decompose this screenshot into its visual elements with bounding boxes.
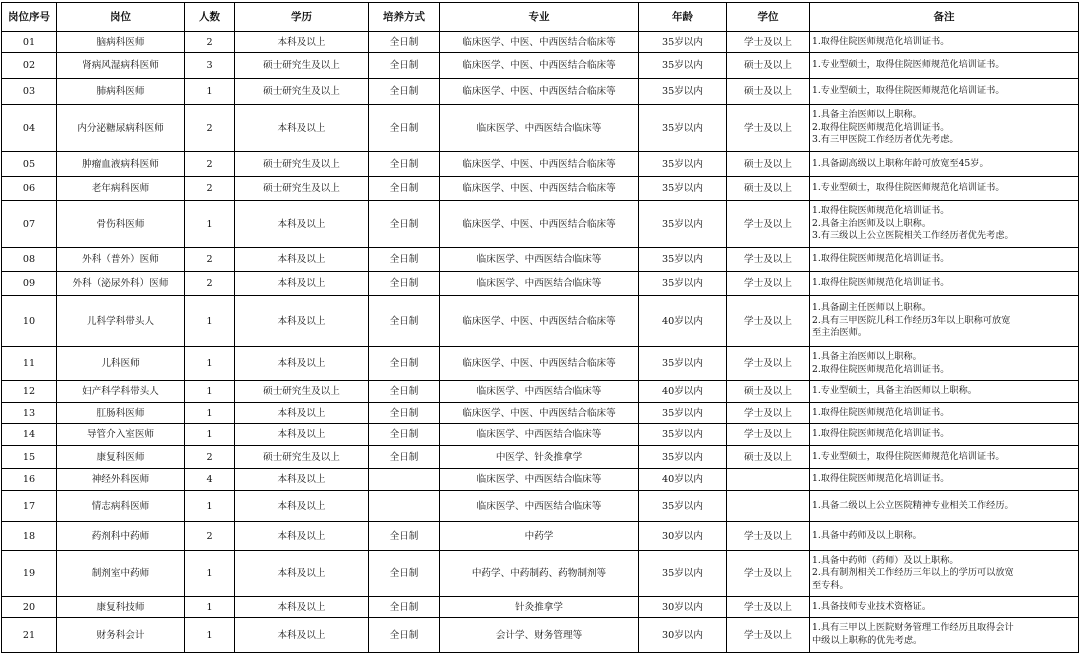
cell-study-mode: 全日制: [369, 597, 440, 618]
cell-count: 2: [185, 446, 235, 469]
cell-count: 2: [185, 32, 235, 53]
cell-education: 本科及以上: [235, 491, 369, 522]
cell-major: 临床医学、中西医结合临床等: [440, 105, 639, 152]
cell-major: 临床医学、中医、中西医结合临床等: [440, 53, 639, 79]
cell-degree: 学士及以上: [727, 347, 810, 381]
header-post-no: 岗位序号: [2, 3, 57, 32]
note-line: 1.取得住院医师规范化培训证书。: [812, 428, 950, 440]
note-line: 1.取得住院医师规范化培训证书。: [812, 253, 950, 265]
cell-age: 35岁以内: [639, 403, 727, 424]
cell-study-mode: 全日制: [369, 522, 440, 551]
note-line: 1.取得住院医师规范化培训证书。: [812, 205, 950, 217]
cell-study-mode: 全日制: [369, 248, 440, 272]
cell-age: 35岁以内: [639, 177, 727, 201]
cell-post-no: 20: [2, 597, 57, 618]
cell-notes: [810, 424, 1079, 446]
cell-study-mode: 全日制: [369, 152, 440, 177]
cell-age: 35岁以内: [639, 272, 727, 296]
table-row: [2, 347, 1079, 381]
note-line: 3.有三甲医院工作经历者优先考虑。: [812, 134, 959, 146]
cell-major: 临床医学、中西医结合临床等: [440, 491, 639, 522]
cell-major: 中药学: [440, 522, 639, 551]
header-post: 岗位: [57, 3, 185, 32]
note-line: 1.具备中药师（药师）及以上职称。: [812, 554, 959, 566]
cell-education: 硕士研究生及以上: [235, 152, 369, 177]
table-row: [2, 597, 1079, 618]
cell-degree: 硕士及以上: [727, 177, 810, 201]
cell-major: 临床医学、中医、中西医结合临床等: [440, 152, 639, 177]
cell-notes: [810, 491, 1079, 522]
note-line: 至专科。: [812, 579, 849, 591]
cell-post: 肿瘤血液病科医师: [57, 152, 185, 177]
cell-count: 1: [185, 403, 235, 424]
cell-major: 临床医学、中医、中西医结合临床等: [440, 201, 639, 248]
cell-post-no: 12: [2, 381, 57, 403]
cell-count: 1: [185, 201, 235, 248]
cell-post-no: 03: [2, 79, 57, 105]
cell-age: 30岁以内: [639, 618, 727, 653]
cell-post: 肺病科医师: [57, 79, 185, 105]
note-line: 1.专业型硕士，取得住院医师规范化培训证书。: [812, 85, 1005, 97]
cell-notes: [810, 105, 1079, 152]
cell-notes: [810, 53, 1079, 79]
cell-notes: [810, 347, 1079, 381]
cell-study-mode: 全日制: [369, 32, 440, 53]
note-line: 1.具备二级以上公立医院精神专业相关工作经历。: [812, 499, 1014, 511]
cell-post-no: 08: [2, 248, 57, 272]
cell-age: 40岁以内: [639, 381, 727, 403]
cell-post: 神经外科医师: [57, 469, 185, 491]
note-line: 1.具备技师专业技术资格证。: [812, 600, 932, 612]
cell-post-no: 06: [2, 177, 57, 201]
cell-notes: [810, 79, 1079, 105]
cell-study-mode: 全日制: [369, 53, 440, 79]
cell-degree: 学士及以上: [727, 296, 810, 347]
cell-degree: 学士及以上: [727, 248, 810, 272]
table-row: [2, 296, 1079, 347]
cell-major: 中药学、中药制药、药物制剂等: [440, 551, 639, 597]
cell-post-no: 05: [2, 152, 57, 177]
cell-post: 情志病科医师: [57, 491, 185, 522]
cell-major: 临床医学、中西医结合临床等: [440, 248, 639, 272]
cell-post-no: 07: [2, 201, 57, 248]
cell-post: 财务科会计: [57, 618, 185, 653]
note-line: 1.具备副主任医师以上职称。: [812, 302, 932, 314]
table-row: [2, 201, 1079, 248]
cell-post-no: 14: [2, 424, 57, 446]
header-row: [2, 3, 1079, 32]
header-major: 专业: [440, 3, 639, 32]
cell-major: 临床医学、中医、中西医结合临床等: [440, 403, 639, 424]
note-line: 1.具备中药师及以上职称。: [812, 529, 922, 541]
cell-count: 1: [185, 551, 235, 597]
note-line: 1.具备主治医师以上职称。: [812, 350, 922, 362]
cell-post-no: 21: [2, 618, 57, 653]
cell-count: 1: [185, 618, 235, 653]
cell-post: 康复科医师: [57, 446, 185, 469]
cell-notes: [810, 272, 1079, 296]
cell-degree: 学士及以上: [727, 272, 810, 296]
cell-notes: [810, 177, 1079, 201]
cell-post-no: 16: [2, 469, 57, 491]
table-row: [2, 177, 1079, 201]
table-row: [2, 551, 1079, 597]
cell-degree: [727, 491, 810, 522]
cell-education: 本科及以上: [235, 201, 369, 248]
cell-education: 本科及以上: [235, 597, 369, 618]
cell-notes: [810, 522, 1079, 551]
header-count: 人数: [185, 3, 235, 32]
cell-post: 肾病风湿病科医师: [57, 53, 185, 79]
table-row: [2, 403, 1079, 424]
header-age: 年龄: [639, 3, 727, 32]
cell-post-no: 02: [2, 53, 57, 79]
cell-age: 35岁以内: [639, 201, 727, 248]
note-line: 3.有三级以上公立医院相关工作经历者优先考虑。: [812, 230, 1014, 242]
cell-post: 脑病科医师: [57, 32, 185, 53]
cell-study-mode: 全日制: [369, 381, 440, 403]
cell-post-no: 04: [2, 105, 57, 152]
cell-count: 2: [185, 177, 235, 201]
header-study-mode: 培养方式: [369, 3, 440, 32]
cell-post: 导管介入室医师: [57, 424, 185, 446]
cell-study-mode: 全日制: [369, 347, 440, 381]
cell-education: 本科及以上: [235, 347, 369, 381]
cell-count: 4: [185, 469, 235, 491]
cell-post: 外科（普外）医师: [57, 248, 185, 272]
cell-education: 本科及以上: [235, 272, 369, 296]
cell-post-no: 18: [2, 522, 57, 551]
cell-major: 针灸推拿学: [440, 597, 639, 618]
table-row: [2, 469, 1079, 491]
cell-notes: [810, 469, 1079, 491]
cell-notes: [810, 201, 1079, 248]
cell-post-no: 11: [2, 347, 57, 381]
cell-education: 本科及以上: [235, 105, 369, 152]
cell-education: 本科及以上: [235, 403, 369, 424]
table-row: [2, 79, 1079, 105]
cell-post: 康复科技师: [57, 597, 185, 618]
note-line: 1.具备主治医师以上职称。: [812, 109, 922, 121]
cell-degree: 学士及以上: [727, 618, 810, 653]
cell-age: 35岁以内: [639, 53, 727, 79]
cell-age: 35岁以内: [639, 79, 727, 105]
cell-major: 中医学、针灸推拿学: [440, 446, 639, 469]
cell-degree: 学士及以上: [727, 597, 810, 618]
note-line: 1.取得住院医师规范化培训证书。: [812, 473, 950, 485]
cell-age: 35岁以内: [639, 446, 727, 469]
cell-major: 临床医学、中医、中西医结合临床等: [440, 32, 639, 53]
cell-study-mode: 全日制: [369, 618, 440, 653]
cell-notes: [810, 597, 1079, 618]
note-line: 中级以上职称的优先考虑。: [812, 635, 923, 646]
table-row: [2, 32, 1079, 53]
cell-age: 30岁以内: [639, 597, 727, 618]
cell-count: 1: [185, 424, 235, 446]
cell-degree: 硕士及以上: [727, 152, 810, 177]
recruitment-table: [1, 2, 1079, 653]
cell-study-mode: 全日制: [369, 424, 440, 446]
cell-degree: 硕士及以上: [727, 446, 810, 469]
cell-age: 30岁以内: [639, 522, 727, 551]
cell-notes: [810, 381, 1079, 403]
note-line: 1.具备副高级以上职称年龄可放宽至45岁。: [812, 157, 989, 169]
cell-post: 肛肠科医师: [57, 403, 185, 424]
table-row: [2, 424, 1079, 446]
cell-education: 本科及以上: [235, 32, 369, 53]
cell-degree: 学士及以上: [727, 424, 810, 446]
cell-age: 35岁以内: [639, 105, 727, 152]
cell-post: 外科（泌尿外科）医师: [57, 272, 185, 296]
cell-count: 2: [185, 272, 235, 296]
cell-education: 本科及以上: [235, 551, 369, 597]
cell-degree: 学士及以上: [727, 403, 810, 424]
cell-post: 骨伤科医师: [57, 201, 185, 248]
table-row: [2, 248, 1079, 272]
cell-education: 本科及以上: [235, 296, 369, 347]
header-education: 学历: [235, 3, 369, 32]
cell-post-no: 15: [2, 446, 57, 469]
cell-count: 1: [185, 296, 235, 347]
note-line: 1.取得住院医师规范化培训证书。: [812, 277, 950, 289]
cell-age: 35岁以内: [639, 248, 727, 272]
note-line: 2.具有三甲医院儿科工作经历3年以上职称可放宽: [812, 314, 1011, 326]
cell-age: 40岁以内: [639, 469, 727, 491]
cell-post: 制剂室中药师: [57, 551, 185, 597]
cell-education: 硕士研究生及以上: [235, 381, 369, 403]
table-row: [2, 491, 1079, 522]
table-row: [2, 53, 1079, 79]
cell-age: 35岁以内: [639, 424, 727, 446]
cell-degree: 学士及以上: [727, 522, 810, 551]
cell-post-no: 10: [2, 296, 57, 347]
cell-degree: 硕士及以上: [727, 381, 810, 403]
note-line: 至主治医师。: [812, 327, 868, 339]
cell-education: 本科及以上: [235, 618, 369, 653]
cell-post-no: 17: [2, 491, 57, 522]
cell-count: 1: [185, 347, 235, 381]
cell-notes: [810, 296, 1079, 347]
cell-count: 2: [185, 248, 235, 272]
cell-study-mode: 全日制: [369, 177, 440, 201]
cell-count: 2: [185, 522, 235, 551]
cell-education: 硕士研究生及以上: [235, 446, 369, 469]
note-line: 1.专业型硕士，取得住院医师规范化培训证书。: [812, 450, 1005, 462]
cell-notes: [810, 248, 1079, 272]
cell-study-mode: 全日制: [369, 446, 440, 469]
note-line: 1.取得住院医师规范化培训证书。: [812, 35, 950, 47]
table-row: [2, 152, 1079, 177]
cell-major: 临床医学、中西医结合临床等: [440, 272, 639, 296]
header-degree: 学位: [727, 3, 810, 32]
cell-education: 本科及以上: [235, 469, 369, 491]
cell-degree: 学士及以上: [727, 201, 810, 248]
table-row: [2, 272, 1079, 296]
cell-education: 本科及以上: [235, 248, 369, 272]
cell-age: 35岁以内: [639, 551, 727, 597]
cell-education: 本科及以上: [235, 424, 369, 446]
cell-notes: [810, 152, 1079, 177]
cell-post-no: 13: [2, 403, 57, 424]
cell-major: 临床医学、中医、中西医结合临床等: [440, 177, 639, 201]
cell-notes: [810, 403, 1079, 424]
cell-post-no: 09: [2, 272, 57, 296]
cell-count: 3: [185, 53, 235, 79]
cell-notes: [810, 551, 1079, 597]
cell-study-mode: 全日制: [369, 403, 440, 424]
note-line: 1.专业型硕士，具备主治医师以上职称。: [812, 385, 977, 397]
cell-post: 儿科学科带头人: [57, 296, 185, 347]
cell-study-mode: 全日制: [369, 551, 440, 597]
cell-notes: [810, 618, 1079, 653]
cell-degree: 学士及以上: [727, 551, 810, 597]
cell-post: 儿科医师: [57, 347, 185, 381]
cell-post-no: 19: [2, 551, 57, 597]
table-row: [2, 618, 1079, 653]
cell-degree: 硕士及以上: [727, 79, 810, 105]
header-notes: 备注: [810, 3, 1079, 32]
note-line: 2.取得住院医师规范化培训证书。: [812, 121, 950, 133]
cell-age: 35岁以内: [639, 32, 727, 53]
cell-post: 药剂科中药师: [57, 522, 185, 551]
cell-study-mode: 全日制: [369, 201, 440, 248]
cell-notes: [810, 446, 1079, 469]
cell-education: 硕士研究生及以上: [235, 53, 369, 79]
note-line: 1.具有三甲以上医院财务管理工作经历且取得会计: [812, 622, 1014, 634]
cell-age: 40岁以内: [639, 296, 727, 347]
cell-notes: [810, 32, 1079, 53]
cell-count: 2: [185, 152, 235, 177]
cell-age: 35岁以内: [639, 347, 727, 381]
cell-education: 硕士研究生及以上: [235, 177, 369, 201]
cell-post: 内分泌糖尿病科医师: [57, 105, 185, 152]
note-line: 1.专业型硕士，取得住院医师规范化培训证书。: [812, 59, 1005, 71]
cell-major: 临床医学、中西医结合临床等: [440, 381, 639, 403]
cell-major: 临床医学、中西医结合临床等: [440, 469, 639, 491]
cell-count: 2: [185, 105, 235, 152]
cell-count: 1: [185, 381, 235, 403]
note-line: 2.取得住院医师规范化培训证书。: [812, 363, 950, 375]
cell-major: 临床医学、中西医结合临床等: [440, 424, 639, 446]
cell-count: 1: [185, 491, 235, 522]
cell-degree: [727, 469, 810, 491]
cell-degree: 硕士及以上: [727, 53, 810, 79]
cell-count: 1: [185, 79, 235, 105]
cell-age: 35岁以内: [639, 491, 727, 522]
cell-study-mode: [369, 491, 440, 522]
cell-post-no: 01: [2, 32, 57, 53]
cell-major: 会计学、财务管理等: [440, 618, 639, 653]
cell-major: 临床医学、中医、中西医结合临床等: [440, 347, 639, 381]
table-body: [2, 32, 1079, 653]
cell-study-mode: 全日制: [369, 79, 440, 105]
cell-study-mode: [369, 469, 440, 491]
cell-post: 老年病科医师: [57, 177, 185, 201]
cell-education: 本科及以上: [235, 522, 369, 551]
cell-education: 硕士研究生及以上: [235, 79, 369, 105]
cell-major: 临床医学、中医、中西医结合临床等: [440, 296, 639, 347]
note-line: 2.具备主治医师及以上职称。: [812, 217, 932, 229]
note-line: 2.具有制剂相关工作经历三年以上的学历可以放宽: [812, 567, 1014, 579]
cell-degree: 学士及以上: [727, 105, 810, 152]
cell-count: 1: [185, 597, 235, 618]
cell-study-mode: 全日制: [369, 272, 440, 296]
note-line: 1.取得住院医师规范化培训证书。: [812, 406, 950, 418]
cell-post: 妇产科学科带头人: [57, 381, 185, 403]
cell-study-mode: 全日制: [369, 296, 440, 347]
cell-degree: 学士及以上: [727, 32, 810, 53]
cell-study-mode: 全日制: [369, 105, 440, 152]
cell-age: 35岁以内: [639, 152, 727, 177]
table-row: [2, 381, 1079, 403]
table-row: [2, 522, 1079, 551]
table-row: [2, 105, 1079, 152]
table-row: [2, 446, 1079, 469]
note-line: 1.专业型硕士，取得住院医师规范化培训证书。: [812, 182, 1005, 194]
cell-major: 临床医学、中医、中西医结合临床等: [440, 79, 639, 105]
